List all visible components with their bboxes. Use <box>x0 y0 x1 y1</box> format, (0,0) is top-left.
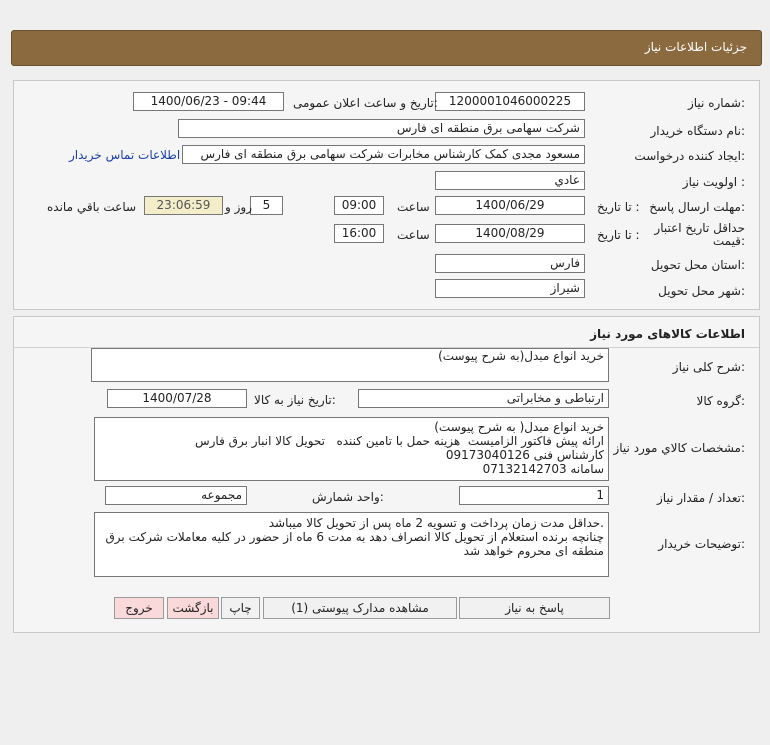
remaining-label: ساعت باقي مانده <box>47 200 137 214</box>
quantity-field: 1 <box>459 486 609 505</box>
city-label: شهر محل تحویل: <box>658 284 745 298</box>
group-label: گروه کالا: <box>696 394 745 408</box>
deadline-time-label: ساعت <box>397 200 430 214</box>
need-date-field: 1400/07/28 <box>107 389 247 408</box>
deadline-date-field: 1400/06/29 <box>435 196 585 215</box>
deadline-to-date-label: تا تاریخ : <box>597 200 640 214</box>
quantity-label: تعداد / مقدار نیاز: <box>657 491 745 505</box>
need-number-field: 1200001046000225 <box>435 92 585 111</box>
validity-time-field: 16:00 <box>334 224 384 243</box>
buyer-field: شرکت سهامی برق منطقه ای فارس <box>178 119 585 138</box>
validity-label-1: حداقل تاریخ اعتبار <box>654 221 745 235</box>
notes-field: حداقل مدت زمان پرداخت و تسویه 2 ماه پس از تحویل کالا میباشد. چنانچه برنده استعلام از تحویل کالا انصراف دهد به مدت 6 ماه از حضور در کلیه معاملات شرکت برق منطقه ای محروم خواهد شد <box>94 512 609 577</box>
goods-section-title: اطلاعات کالاهای مورد نیاز <box>590 327 745 341</box>
deadline-time-field: 09:00 <box>334 196 384 215</box>
validity-date-field: 1400/08/29 <box>435 224 585 243</box>
print-button[interactable]: چاپ <box>221 597 260 619</box>
validity-to-date-label: تا تاریخ : <box>597 228 640 242</box>
page-header <box>11 30 762 66</box>
priority-label: اولویت نیاز : <box>682 175 745 189</box>
unit-label: واحد شمارش: <box>312 490 384 504</box>
group-field: ارتباطی و مخابراتی <box>358 389 609 408</box>
specs-label: مشخصات کالاي مورد نياز: <box>613 441 745 455</box>
attachments-button[interactable]: مشاهده مدارک پیوستی (1) <box>263 597 457 619</box>
validity-time-label: ساعت <box>397 228 430 242</box>
summary-field: خرید انواع مبدل(به شرح پیوست) <box>91 348 609 382</box>
back-button[interactable]: بازگشت <box>167 597 219 619</box>
validity-label-2: قیمت: <box>712 234 745 248</box>
province-field: فارس <box>435 254 585 273</box>
buyer-label: نام دستگاه خریدار: <box>650 124 745 138</box>
summary-label: شرح کلی نیاز: <box>672 360 745 374</box>
days-label: روز و <box>225 200 252 214</box>
city-field: شیراز <box>435 279 585 298</box>
exit-button[interactable]: خروج <box>114 597 164 619</box>
unit-field: مجموعه <box>105 486 247 505</box>
creator-label: ایجاد کننده درخواست: <box>634 149 745 163</box>
specs-field: خرید انواع مبدل( به شرح پیوست) ارائه پیش فاکتور الزامیست هزینه حمل با تامین کننده تحویل کالا انبار برق فارس کارشناس فنی 09173040126 سامانه 07132142703 <box>94 417 609 481</box>
deadline-label: مهلت ارسال پاسخ: <box>649 200 745 214</box>
buyer-contact-link[interactable]: اطلاعات تماس خریدار <box>69 148 181 162</box>
page-title: جزئیات اطلاعات نیاز <box>644 40 747 54</box>
priority-field: عادي <box>435 171 585 190</box>
need-date-label: تاریخ نیاز به کالا: <box>254 393 336 407</box>
province-label: استان محل تحویل: <box>650 258 745 272</box>
announce-label: تاریخ و ساعت اعلان عمومی: <box>293 96 438 110</box>
days-remaining-field: 5 <box>250 196 283 215</box>
need-info-panel <box>13 80 760 310</box>
creator-field: مسعود مجدی کمک کارشناس مخابرات شرکت سهامی برق منطقه ای فارس <box>182 145 585 164</box>
goods-panel <box>13 316 760 633</box>
remaining-time-field: 23:06:59 <box>144 196 223 215</box>
notes-label: توضیحات خریدار: <box>658 537 745 551</box>
need-number-label: شماره نیاز: <box>687 96 745 110</box>
announce-datetime-field: 1400/06/23 - 09:44 <box>133 92 284 111</box>
reply-button[interactable]: پاسخ به نیاز <box>459 597 610 619</box>
